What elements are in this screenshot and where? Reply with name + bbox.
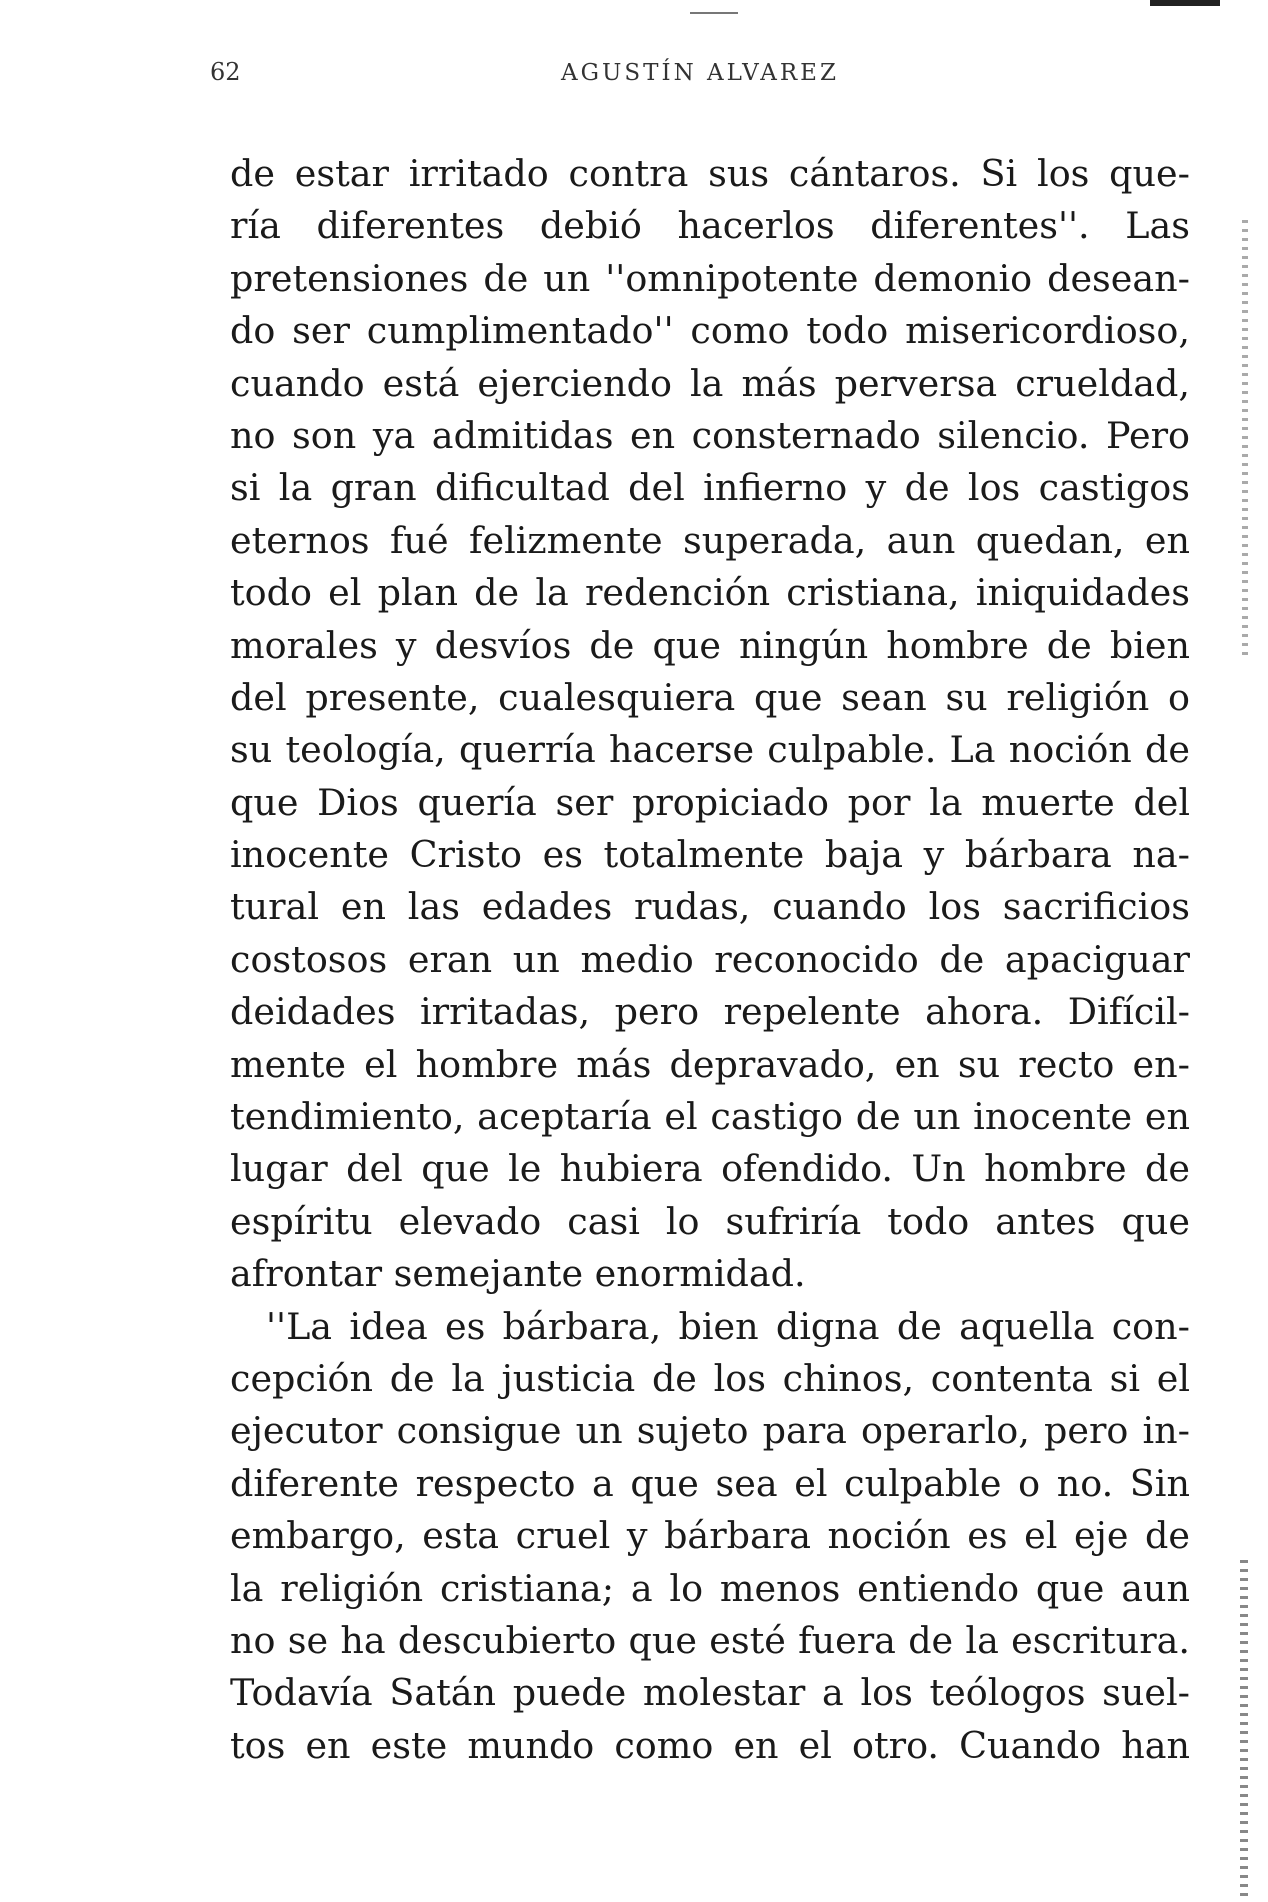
text-line: su teología, querría hacerse culpable. La noción de [230, 728, 1190, 772]
page-header [210, 58, 1190, 98]
text-line: do ser cumplimentado'' como todo misericordioso, [230, 309, 1190, 353]
scan-edge-noise [1242, 220, 1248, 660]
text-line: ejecutor consigue un sujeto para operarlo, pero in- [230, 1409, 1190, 1453]
text-line: espíritu elevado casi lo sufriría todo antes que [230, 1199, 1190, 1243]
text-line: tos en este mundo como en el otro. Cuando han [230, 1723, 1190, 1767]
text-line: diferente respecto a que sea el culpable o no. Sin [230, 1461, 1190, 1505]
text-line: deidades irritadas, pero repelente ahora. Difícil- [230, 990, 1190, 1034]
text-line: no son ya admitidas en consternado silencio. Pero [230, 413, 1190, 457]
scan-mark-top-right [1150, 0, 1220, 6]
text-line: tural en las edades rudas, cuando los sacrificios [230, 885, 1190, 929]
text-line: si la gran dificultad del infierno y de los castigos [230, 466, 1190, 510]
text-line: ría diferentes debió hacerlos diferentes''. Las [230, 204, 1190, 248]
text-line: tendimiento, aceptaría el castigo de un inocente en [230, 1095, 1190, 1139]
text-line: que Dios quería ser propiciado por la muerte del [230, 780, 1190, 824]
paragraph-end-line: afrontar semejante enormidad. [230, 1252, 806, 1296]
text-line: lugar del que le hubiera ofendido. Un hombre de [230, 1147, 1190, 1191]
running-head: AGUSTÍN ALVAREZ [561, 60, 839, 86]
text-line: embargo, esta cruel y bárbara noción es el eje de [230, 1514, 1190, 1558]
text-line: costosos eran un medio reconocido de apaciguar [230, 937, 1190, 981]
text-line: pretensiones de un ''omnipotente demonio desean- [230, 256, 1190, 300]
scan-edge-noise [1240, 1560, 1248, 1900]
text-line: inocente Cristo es totalmente baja y bárbara na- [230, 833, 1190, 877]
paragraph-start-line: ''La idea es bárbara, bien digna de aquella con- [266, 1304, 1190, 1348]
text-line: cuando está ejerciendo la más perversa crueldad, [230, 361, 1190, 405]
text-line: la religión cristiana; a lo menos entiendo que aun [230, 1566, 1190, 1610]
text-line: no se ha descubierto que esté fuera de la escritura. [230, 1618, 1190, 1662]
text-line: mente el hombre más depravado, en su recto en- [230, 1042, 1190, 1086]
text-line: cepción de la justicia de los chinos, contenta si el [230, 1356, 1190, 1400]
text-line: eternos fué felizmente superada, aun quedan, en [230, 518, 1190, 562]
scan-mark-top-center [690, 12, 738, 14]
body-text [230, 148, 1190, 1772]
text-line: morales y desvíos de que ningún hombre de bien [230, 623, 1190, 667]
page-number: 62 [210, 58, 241, 86]
text-line: todo el plan de la redención cristiana, iniquidades [230, 571, 1190, 615]
text-line: del presente, cualesquiera que sean su religión o [230, 675, 1190, 719]
text-line: de estar irritado contra sus cántaros. Si los que- [230, 152, 1190, 195]
text-line: Todavía Satán puede molestar a los teólogos suel- [230, 1671, 1190, 1715]
